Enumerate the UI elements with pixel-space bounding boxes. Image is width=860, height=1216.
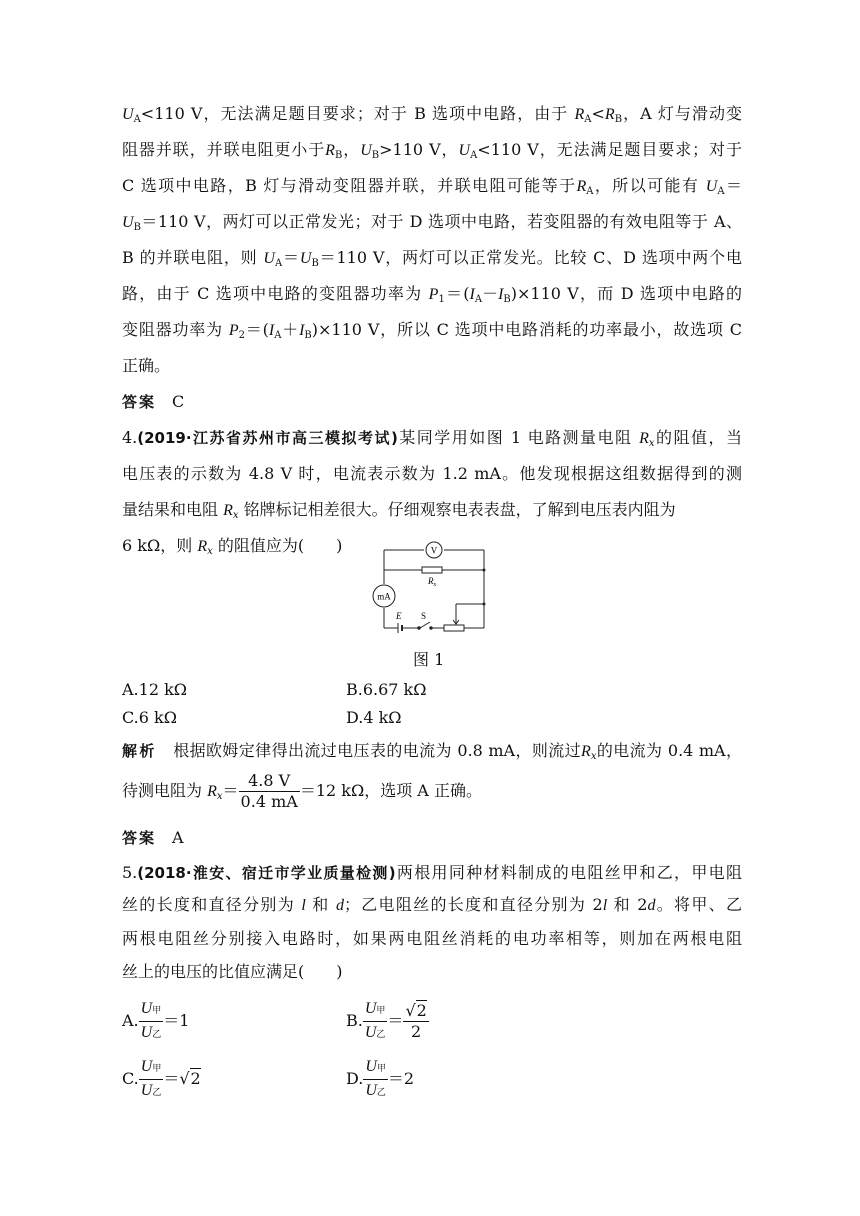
emf-label: E	[396, 611, 402, 621]
q4-line-4: 6 kΩ，则 $R_x$ 的阻值应为( )	[122, 536, 343, 557]
q4-option-a: A.12 kΩ	[122, 680, 188, 699]
resistor-sub: x	[433, 582, 437, 588]
answer-value: C	[172, 392, 185, 411]
q5-option-d: D. $\frac{\text{U甲}}{\text{U乙}}$ ＝2	[346, 1058, 415, 1099]
analysis-fraction: $\frac{4.8 V}{0.4 mA}$	[240, 771, 298, 811]
q4-analysis-line-2: 待测电阻为 $R_x=$ $\frac{4.8 V}{0.4 mA}$ ＝12 kΩ，选项 A 正确。	[122, 771, 482, 811]
q5-line-4: 丝上的电压的比值应满足( )	[122, 962, 343, 981]
q5-line-3: 两根电阻丝分别接入电路时，如果两电阻丝消耗的电功率相等，则加在两根电阻	[122, 929, 742, 948]
figure-caption: 图 1	[413, 650, 445, 669]
q5-option-a: A. $\frac{\text{U甲}}{\text{U乙}}$ ＝1	[122, 1000, 190, 1041]
answer-label: 答案	[122, 393, 157, 411]
analysis-label: 解析	[122, 742, 157, 760]
q4-option-c: C.6 kΩ	[122, 708, 177, 727]
svg-text:Rx	[427, 576, 437, 588]
solution-line-3: C 选项中电路，B 灯与滑动变阻器并联，并联电阻可能等于$R_A$，所以可能有 $U_A=$	[122, 176, 742, 197]
solution-line-2: 阻器并联，并联电阻更小于$R_B$，$U_B>110$ V，$U_A<110$ V，无法满足题目要求；对于	[122, 140, 742, 161]
q4-option-d: D.4 kΩ	[346, 708, 402, 727]
q5-option-b: B. $\frac{\text{U甲}}{\text{U乙}}$ ＝ $\frac{√2}{2}$	[346, 1000, 427, 1041]
q5-source: (2018·淮安、宿迁市学业质量检测)	[137, 864, 396, 882]
q4-line-3: 量结果和电阻 $R_x$ 铭牌标记相差很大。仔细观察电表表盘，了解到电压表内阻为	[122, 500, 676, 521]
answer-value: A	[172, 828, 184, 847]
resistor-label: R	[428, 576, 434, 586]
q5-option-c: C. $\frac{\text{U甲}}{\text{U乙}}$ ＝√2	[122, 1058, 201, 1099]
q4-line-1: 4.(2019·江苏省苏州市高三模拟考试)某同学用如图 1 电路测量电阻 $R_x$的阻值，当	[122, 428, 742, 449]
solution-line-5: B 的并联电阻，则 $U_A=U_B=110$ V，两灯可以正常发光。比较 C、D 选项中两个电	[122, 248, 742, 269]
voltmeter-label: V	[430, 545, 438, 556]
q4-line-2: 电压表的示数为 4.8 V 时，电流表示数为 1.2 mA。他发现根据这组数据得到的测	[122, 464, 742, 483]
q4-source: (2019·江苏省苏州市高三模拟考试)	[137, 429, 398, 447]
solution-line-8: 正确。	[122, 356, 171, 375]
switch-label: S	[421, 611, 427, 621]
q4-analysis-line-1: 解析 根据欧姆定律得出流过电压表的电流为 0.8 mA，则流过$R_x$的电流为 0.4 mA，	[122, 741, 742, 762]
q5-line-2: 丝的长度和直径分别为 l 和 d；乙电阻丝的长度和直径分别为 2l 和 2d。将甲、乙	[122, 895, 742, 914]
solution-line-7: 变阻器功率为 $P_2=(I_A+I_B)\times 110$ V，所以 C 选项中电路消耗的功率最小，故选项 C	[122, 320, 742, 341]
solution-line-1: $U_A<110$ V，无法满足题目要求；对于 B 选项中电路，由于 $R_A<R_B$，A 灯与滑动变	[122, 104, 742, 125]
q5-line-1: 5.(2018·淮安、宿迁市学业质量检测)两根用同种材料制成的电阻丝甲和乙，甲电阻	[122, 863, 742, 882]
answer-line-3	[122, 391, 742, 413]
answer-line-4	[122, 827, 742, 849]
circuit-diagram	[368, 540, 492, 635]
answer-label: 答案	[122, 829, 157, 847]
solution-line-4: $U_B=110$ V，两灯可以正常发光；对于 D 选项中电路，若变阻器的有效电阻等于 A、	[122, 212, 742, 233]
q4-option-b: B.6.67 kΩ	[346, 680, 427, 699]
ammeter-label: mA	[377, 591, 391, 602]
solution-line-6: 路，由于 C 选项中电路的变阻器功率为 $P_1=(I_A-I_B)\times 110$ V，而 D 选项中电路的	[122, 284, 742, 305]
